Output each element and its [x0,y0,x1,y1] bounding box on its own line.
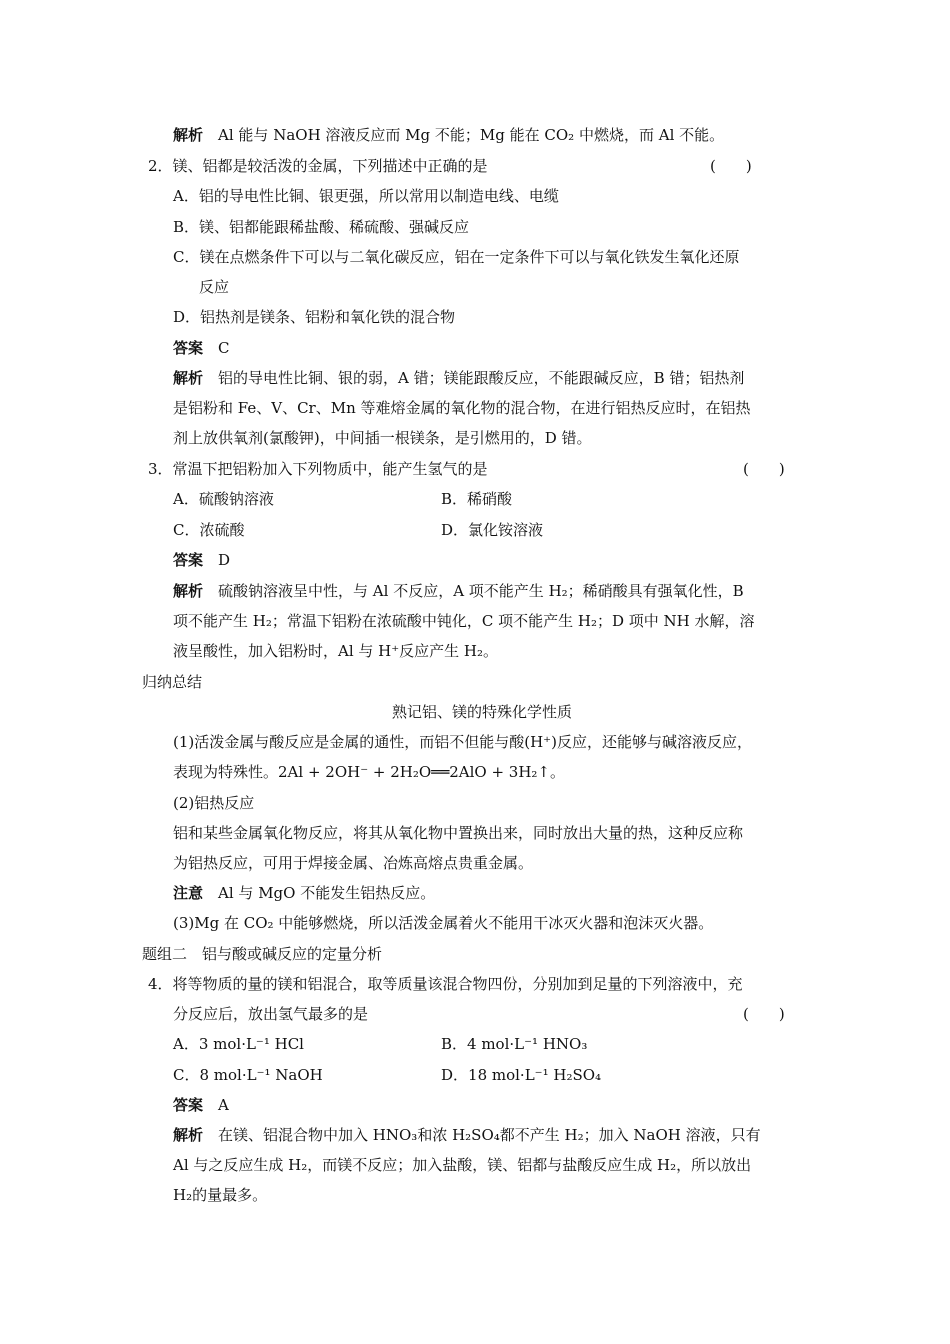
q4-option-d: D．18 mol·L⁻¹ H₂SO₄ [441,1066,602,1084]
q2-answer-label: 答案 [173,339,204,357]
summary-heading: 归纳总结 [142,673,203,691]
q2-analysis-line-2: 是铝粉和 Fe、V、Cr、Mn 等难熔金属的氧化物的混合物，在进行铝热反应时，在铝热 [173,399,751,417]
q2-analysis-label: 解析 [173,369,204,387]
q4-analysis-label: 解析 [173,1126,204,1144]
q4-analysis-line-3: H₂的量最多。 [173,1186,268,1204]
summary-line-2: 表现为特殊性。2Al + 2OH⁻ + 2H₂O══2AlO + 3H₂↑。 [173,763,566,781]
q2-option-c: C．镁在点燃条件下可以与二氧化碳反应，铝在一定条件下可以与氧化铁发生氧化还原 [173,248,740,266]
summary-line-6: (3)Mg 在 CO₂ 中能够燃烧，所以活泼金属着火不能用干冰灭火器和泡沫灭火器。 [173,914,714,932]
q2-answer-paren: ( ) [710,157,752,175]
q2-answer [173,337,230,359]
summary-note-label: 注意 [173,884,204,902]
q4-answer-label: 答案 [173,1096,204,1114]
group2-heading: 题组二 铝与酸或碱反应的定量分析 [142,945,383,963]
q3-stem: 3．常温下把铝粉加入下列物质中，能产生氢气的是 [148,460,488,478]
summary-note [173,882,435,904]
q4-option-a: A．3 mol·L⁻¹ HCl [173,1035,304,1053]
q4-option-c: C．8 mol·L⁻¹ NaOH [173,1066,323,1084]
summary-line-5: 为铝热反应，可用于焊接金属、冶炼高熔点贵重金属。 [173,854,534,872]
q2-analysis-line-1 [173,367,744,389]
q3-answer [173,549,230,571]
q3-option-d: D．氯化铵溶液 [441,521,544,539]
q4-answer [173,1094,229,1116]
q2-option-b: B．镁、铝都能跟稀盐酸、稀硫酸、强碱反应 [173,218,470,236]
q4-option-b: B．4 mol·L⁻¹ HNO₃ [441,1035,588,1053]
summary-line-1: (1)活泼金属与酸反应是金属的通性，而铝不但能与酸(H⁺)反应，还能够与碱溶液反应， [173,733,752,751]
q2-option-d: D．铝热剂是镁条、铝粉和氧化铁的混合物 [173,308,456,326]
q3-option-b: B．稀硝酸 [441,490,513,508]
q3-analysis-text-1: 硫酸钠溶液呈中性，与 Al 不反应，A 项不能产生 H₂；稀硝酸具有强氧化性，B [218,582,744,600]
q4-stem-line-1: 4．将等物质的量的镁和铝混合，取等质量该混合物四份，分别加到足量的下列溶液中，充 [148,975,743,993]
q3-option-c: C．浓硫酸 [173,521,245,539]
summary-note-text: Al 与 MgO 不能发生铝热反应。 [218,884,436,902]
q2-answer-value: C [218,339,230,357]
q2-option-a: A．铝的导电性比铜、银更强，所以常用以制造电线、电缆 [173,187,559,205]
q3-answer-value: D [218,551,231,569]
q2-stem: 2．镁、铝都是较活泼的金属，下列描述中正确的是 [148,157,488,175]
q4-analysis-line-1 [173,1124,761,1146]
q3-option-a: A．硫酸钠溶液 [173,490,274,508]
q3-analysis-line-1 [173,580,744,602]
summary-line-3: (2)铝热反应 [173,794,255,812]
q4-answer-value: A [218,1096,229,1114]
summary-line-4: 铝和某些金属氧化物反应，将其从氧化物中置换出来，同时放出大量的热，这种反应称 [173,824,744,842]
q2-analysis-text-1: 铝的导电性比铜、银的弱，A 错；镁能跟酸反应，不能跟碱反应，B 错；铝热剂 [218,369,745,387]
q1-analysis-text: Al 能与 NaOH 溶液反应而 Mg 不能；Mg 能在 CO₂ 中燃烧，而 Al 不能。 [218,126,725,144]
q3-answer-paren: ( ) [743,460,785,478]
q1-analysis-label: 解析 [173,126,204,144]
q3-analysis-line-3: 液呈酸性，加入铝粉时，Al 与 H⁺反应产生 H₂。 [173,642,499,660]
q3-answer-label: 答案 [173,551,204,569]
q4-analysis-text-1: 在镁、铝混合物中加入 HNO₃和浓 H₂SO₄都不产生 H₂；加入 NaOH 溶液，只有 [218,1126,761,1144]
q2-option-c-cont: 反应 [199,278,230,296]
q2-analysis-line-3: 剂上放供氧剂(氯酸钾)，中间插一根镁条，是引燃用的，D 错。 [173,429,592,447]
q4-analysis-line-2: Al 与之反应生成 H₂，而镁不反应；加入盐酸，镁、铝都与盐酸反应生成 H₂，所以放出 [173,1156,752,1174]
summary-title: 熟记铝、镁的特殊化学性质 [392,703,573,721]
q1-analysis [173,124,724,146]
q3-analysis-label: 解析 [173,582,204,600]
q3-analysis-line-2: 项不能产生 H₂；常温下铝粉在浓硫酸中钝化，C 项不能产生 H₂；D 项中 NH 水解，溶 [173,612,755,630]
q4-stem-line-2: 分反应后，放出氢气最多的是 [173,1005,369,1023]
q4-answer-paren: ( ) [743,1005,785,1023]
